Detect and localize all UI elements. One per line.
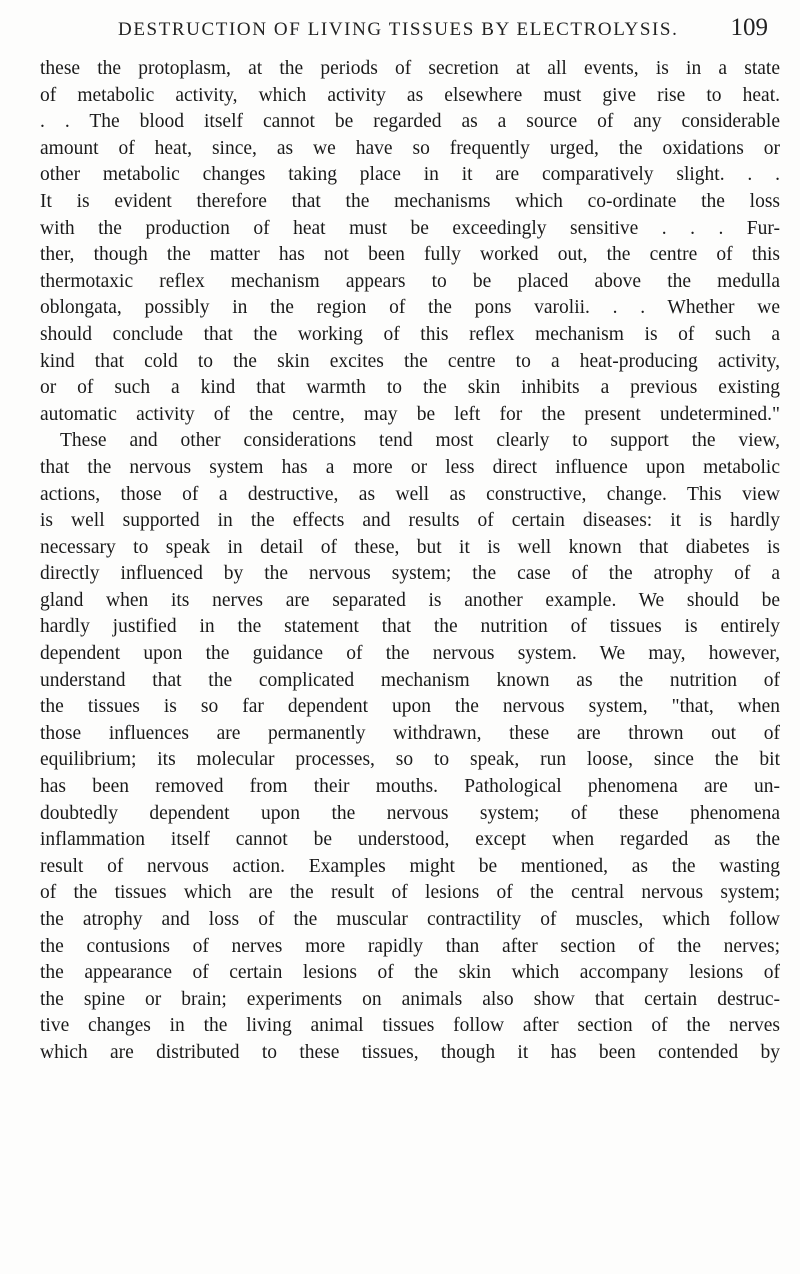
text-line: the tissues is so far dependent upon the nervous system, "that, when <box>40 696 780 718</box>
text-line: equilibrium; its molecular processes, so to speak, run loose, since the bit <box>40 749 780 771</box>
text-line: inflammation itself cannot be understood, except when regarded as the <box>40 829 780 851</box>
text-line: oblongata, possibly in the region of the pons varolii. . . Whether we <box>40 297 780 319</box>
text-line: of the tissues which are the result of lesions of the central nervous system; <box>40 882 780 904</box>
text-line: thermotaxic reflex mechanism appears to be placed above the medulla <box>40 270 780 292</box>
text-line: understand that the complicated mechanism known as the nutrition of <box>40 669 780 691</box>
text-line: should conclude that the working of this reflex mechanism is of such a <box>40 323 780 345</box>
text-line: which are distributed to these tissues, though it has been contended by <box>40 1041 780 1063</box>
text-line: kind that cold to the skin excites the centre to a heat-producing activity, <box>40 350 780 372</box>
text-line: tive changes in the living animal tissues follow after section of the nerves <box>40 1015 780 1037</box>
text-line: dependent upon the guidance of the nervous system. We may, however, <box>40 643 780 665</box>
text-line: necessary to speak in detail of these, but it is well known that diabetes is <box>40 536 780 558</box>
text-line: other metabolic changes taking place in it are comparatively slight. . . <box>40 164 780 186</box>
text-line: It is evident therefore that the mechanisms which co-ordinate the loss <box>40 190 780 212</box>
text-line: gland when its nerves are separated is another example. We should be <box>40 589 780 611</box>
text-line: the spine or brain; experiments on animals also show that certain destruc- <box>40 988 780 1010</box>
text-line: with the production of heat must be exceedingly sensitive . . . Fur- <box>40 217 780 239</box>
text-line: These and other considerations tend most clearly to support the view, <box>60 430 780 452</box>
text-line: hardly justified in the statement that the nutrition of tissues is entirely <box>40 616 780 638</box>
text-line: actions, those of a destructive, as well as constructive, change. This view <box>40 483 780 505</box>
text-line: amount of heat, since, as we have so frequently urged, the oxidations or <box>40 137 780 159</box>
text-line: these the protoplasm, at the periods of secretion at all events, is in a state <box>40 58 780 79</box>
text-line: the contusions of nerves more rapidly than after section of the nerves; <box>40 935 780 957</box>
text-line: of metabolic activity, which activity as elsewhere must give rise to heat. <box>40 84 780 106</box>
text-line: or of such a kind that warmth to the skin inhibits a previous existing <box>40 377 780 399</box>
text-line: the appearance of certain lesions of the skin which accompany lesions of <box>40 962 780 984</box>
text-line: those influences are permanently withdrawn, these are thrown out of <box>40 722 780 744</box>
running-head <box>118 14 768 46</box>
text-line: . . The blood itself cannot be regarded as a source of any considerable <box>40 111 780 133</box>
text-line: result of nervous action. Examples might be mentioned, as the wasting <box>40 855 780 877</box>
text-line: has been removed from their mouths. Pathological phenomena are un- <box>40 776 780 798</box>
text-line: that the nervous system has a more or less direct influence upon metabolic <box>40 456 780 478</box>
text-line: doubtedly dependent upon the nervous system; of these phenomena <box>40 802 780 824</box>
text-line: automatic activity of the centre, may be left for the present undetermined." <box>40 403 780 425</box>
text-line: the atrophy and loss of the muscular contractility of muscles, which follow <box>40 909 780 930</box>
text-line: ther, though the matter has not been fully worked out, the centre of this <box>40 244 780 266</box>
body-text <box>40 56 780 1067</box>
page-number: 109 <box>730 14 768 41</box>
text-line: directly influenced by the nervous system; the case of the atrophy of a <box>40 563 780 585</box>
running-title: DESTRUCTION OF LIVING TISSUES BY ELECTROLYSIS. <box>118 19 679 40</box>
text-line: is well supported in the effects and results of certain diseases: it is hardly <box>40 510 780 532</box>
